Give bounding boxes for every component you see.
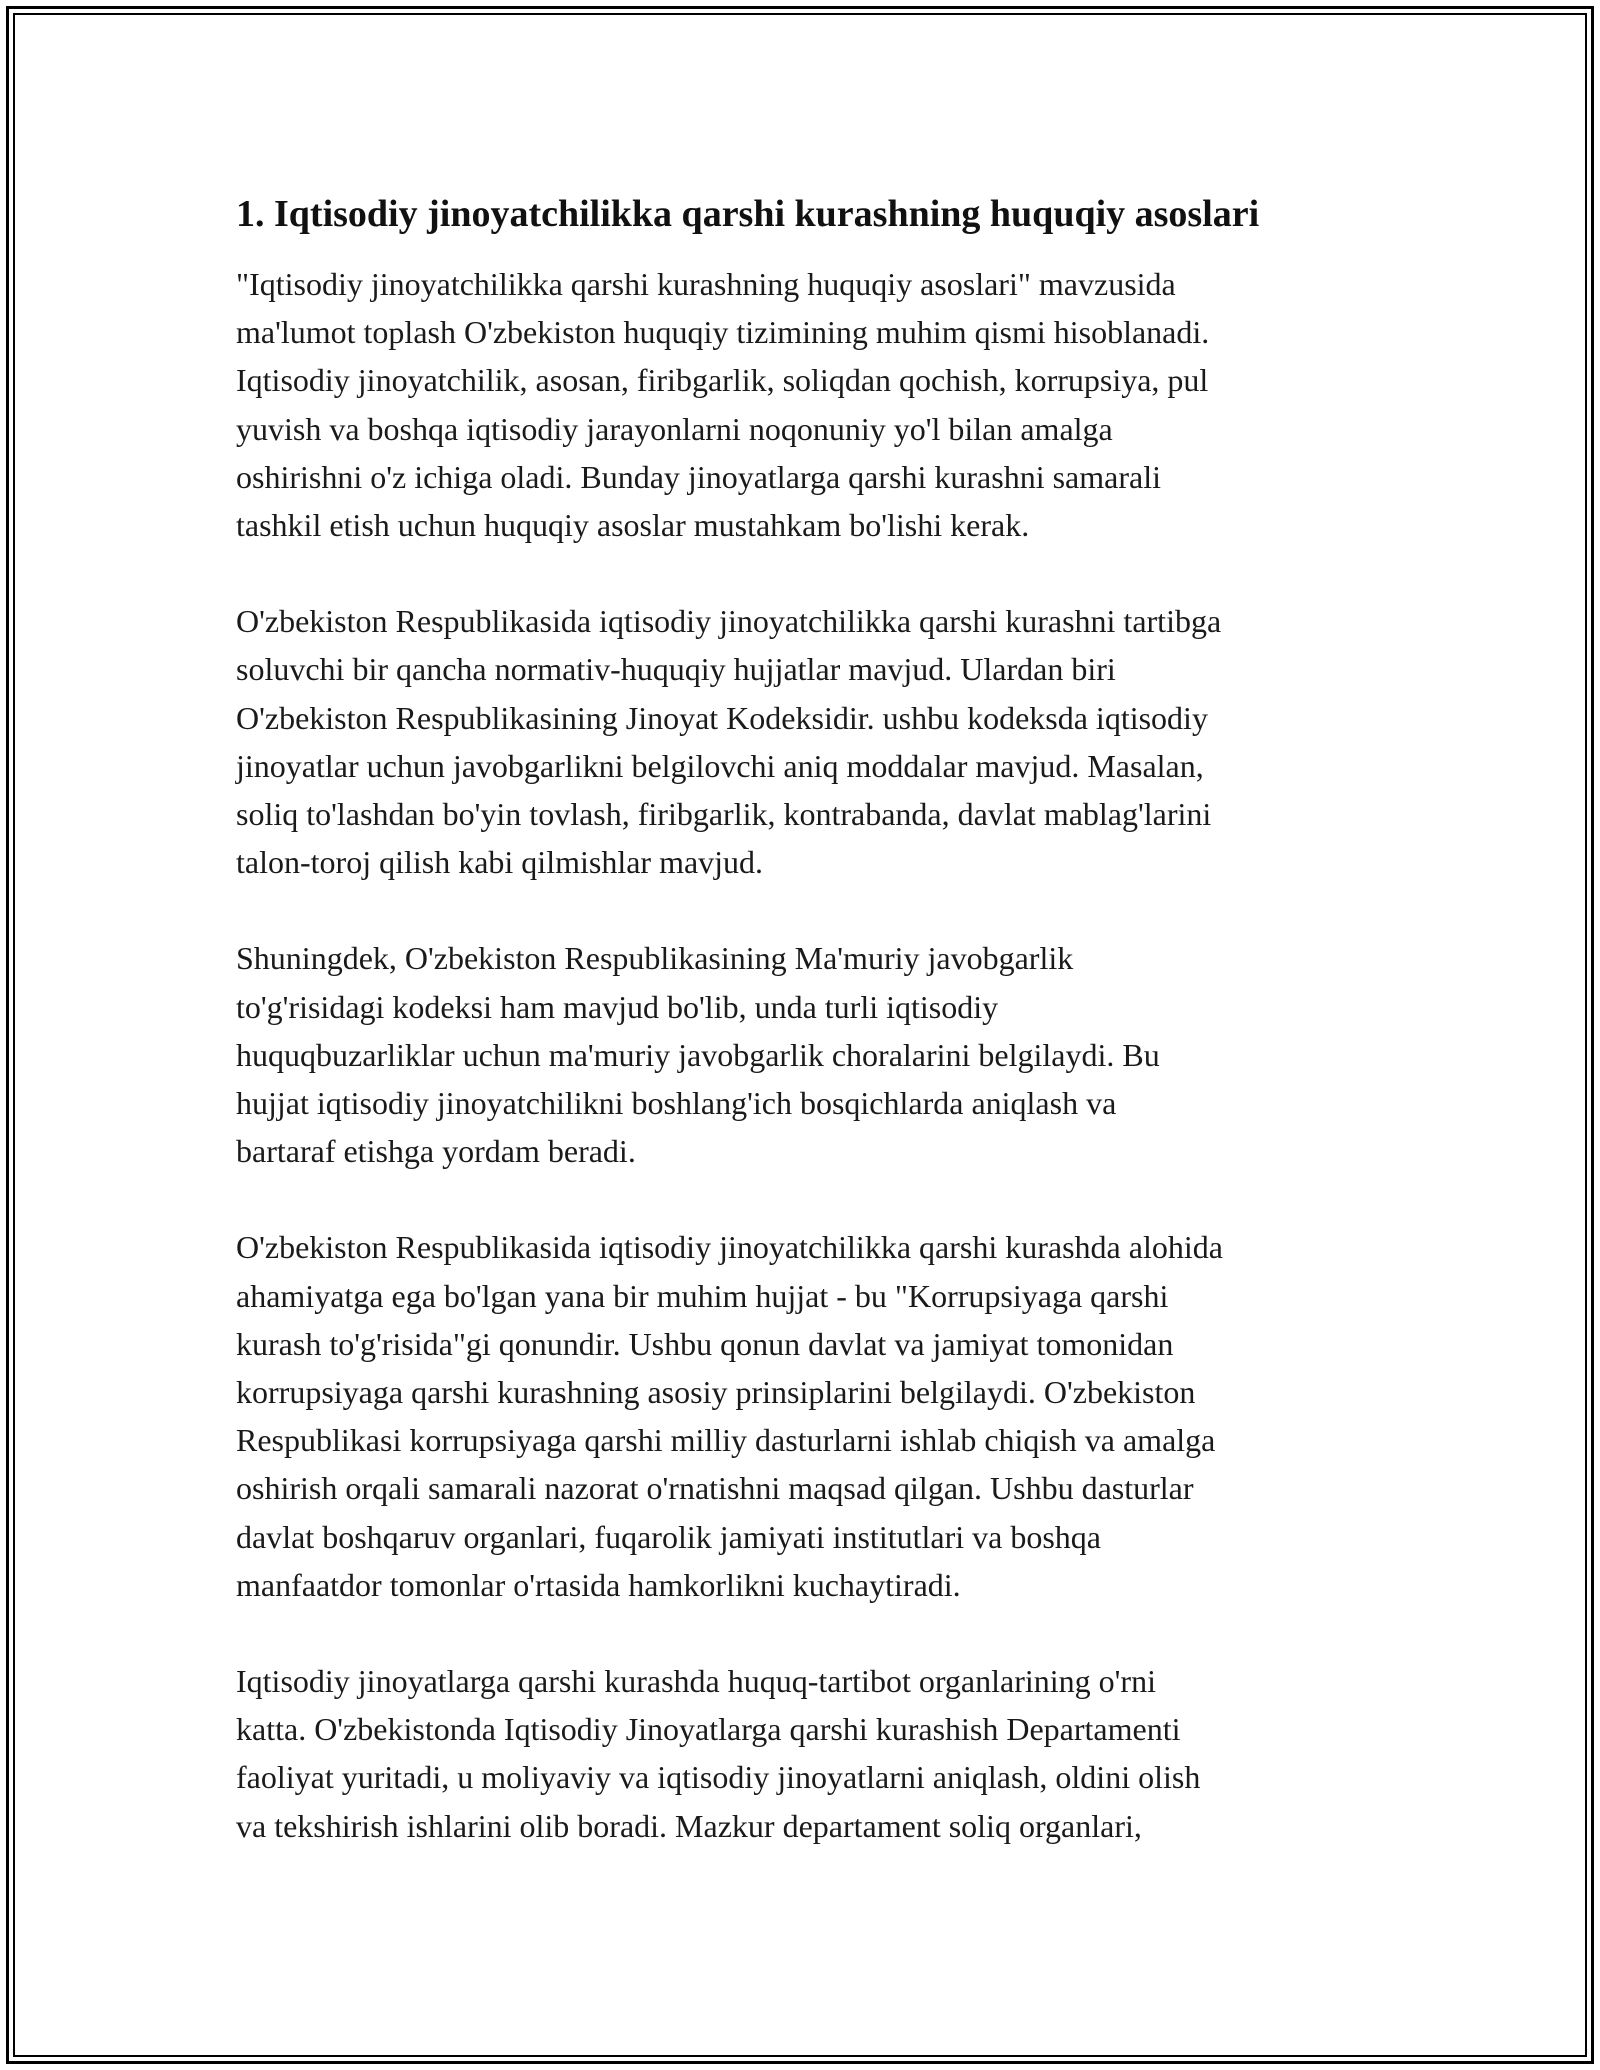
paragraph [236, 260, 1376, 549]
paragraph-line: soluvchi bir qancha normativ-huquqiy hujjatlar mavjud. Ulardan biri [236, 651, 1116, 688]
paragraph-line: va tekshirish ishlarini olib boradi. Mazkur departament soliq organlari, [236, 1807, 1142, 1844]
paragraph-line: O'zbekiston Respublikasining Jinoyat Kodeksidir. ushbu kodeksda iqtisodiy [236, 699, 1208, 736]
paragraph-line: korrupsiyaga qarshi kurashning asosiy prinsiplarini belgilaydi. O'zbekiston [236, 1374, 1196, 1411]
paragraph-line: bartaraf etishga yordam beradi. [236, 1133, 636, 1170]
section-heading: 1. Iqtisodiy jinoyatchilikka qarshi kurashning huquqiy asoslari [236, 193, 1260, 235]
paragraph-line: "Iqtisodiy jinoyatchilikka qarshi kurashning huquqiy asoslari" mavzusida [236, 266, 1176, 302]
paragraph-line: oshirishni o'z ichiga oladi. Bunday jinoyatlarga qarshi kurashni samarali [236, 458, 1161, 495]
paragraph-line: yuvish va boshqa iqtisodiy jarayonlarni noqonuniy yo'l bilan amalga [236, 410, 1113, 447]
paragraph-line: to'g'risidagi kodeksi ham mavjud bo'lib, unda turli iqtisodiy [236, 988, 999, 1025]
paragraph-line: davlat boshqaruv organlari, fuqarolik jamiyati institutlari va boshqa [236, 1518, 1101, 1555]
paragraph-line: hujjat iqtisodiy jinoyatchilikni boshlang'ich bosqichlarda aniqlash va [236, 1085, 1117, 1122]
paragraph-line: soliq to'lashdan bo'yin tovlash, firibgarlik, kontrabanda, davlat mablag'larini [236, 796, 1212, 833]
paragraph-line: Respublikasi korrupsiyaga qarshi milliy dasturlarni ishlab chiqish va amalga [236, 1422, 1216, 1459]
paragraph [236, 934, 1376, 1175]
document-body [236, 186, 1376, 1898]
paragraph-line: O'zbekiston Respublikasida iqtisodiy jinoyatchilikka qarshi kurashni tartibga [236, 603, 1222, 640]
paragraph-line: katta. O'zbekistonda Iqtisodiy Jinoyatlarga qarshi kurashish Departamenti [236, 1711, 1181, 1748]
paragraph-line: kurash to'g'risida"gi qonundir. Ushbu qonun davlat va jamiyat tomonidan [236, 1325, 1174, 1362]
paragraph-line: manfaatdor tomonlar o'rtasida hamkorlikni kuchaytiradi. [236, 1566, 961, 1603]
paragraph-line: O'zbekiston Respublikasida iqtisodiy jinoyatchilikka qarshi kurashda alohida [236, 1229, 1223, 1266]
paragraph-list [236, 260, 1376, 1850]
paragraph-line: talon-toroj qilish kabi qilmishlar mavjud. [236, 844, 764, 881]
paragraph-line: Iqtisodiy jinoyatchilik, asosan, firibgarlik, soliqdan qochish, korrupsiya, pul [236, 362, 1209, 399]
paragraph [236, 1223, 1376, 1609]
paragraph-line: oshirish orqali samarali nazorat o'rnatishni maqsad qilgan. Ushbu dasturlar [236, 1470, 1194, 1507]
paragraph-line: tashkil etish uchun huquqiy asoslar mustahkam bo'lishi kerak. [236, 507, 1030, 544]
paragraph-line: ahamiyatga ega bo'lgan yana bir muhim hujjat - bu "Korrupsiyaga qarshi [236, 1277, 1169, 1314]
paragraph-line: huquqbuzarliklar uchun ma'muriy javobgarlik choralarini belgilaydi. Bu [236, 1036, 1160, 1073]
paragraph-line: Shuningdek, O'zbekiston Respublikasining Ma'muriy javobgarlik [236, 940, 1074, 977]
paragraph [236, 597, 1376, 886]
paragraph-line: Iqtisodiy jinoyatlarga qarshi kurashda huquq-tartibot organlarining o'rni [236, 1663, 1156, 1700]
paragraph-line: jinoyatlar uchun javobgarlikni belgilovchi aniq moddalar mavjud. Masalan, [236, 747, 1204, 784]
paragraph [236, 1657, 1376, 1850]
paragraph-line: ma'lumot toplash O'zbekiston huquqiy tizimining muhim qismi hisoblanadi. [236, 314, 1210, 351]
paragraph-line: faoliyat yuritadi, u moliyaviy va iqtisodiy jinoyatlarni aniqlash, oldini olish [236, 1759, 1201, 1796]
